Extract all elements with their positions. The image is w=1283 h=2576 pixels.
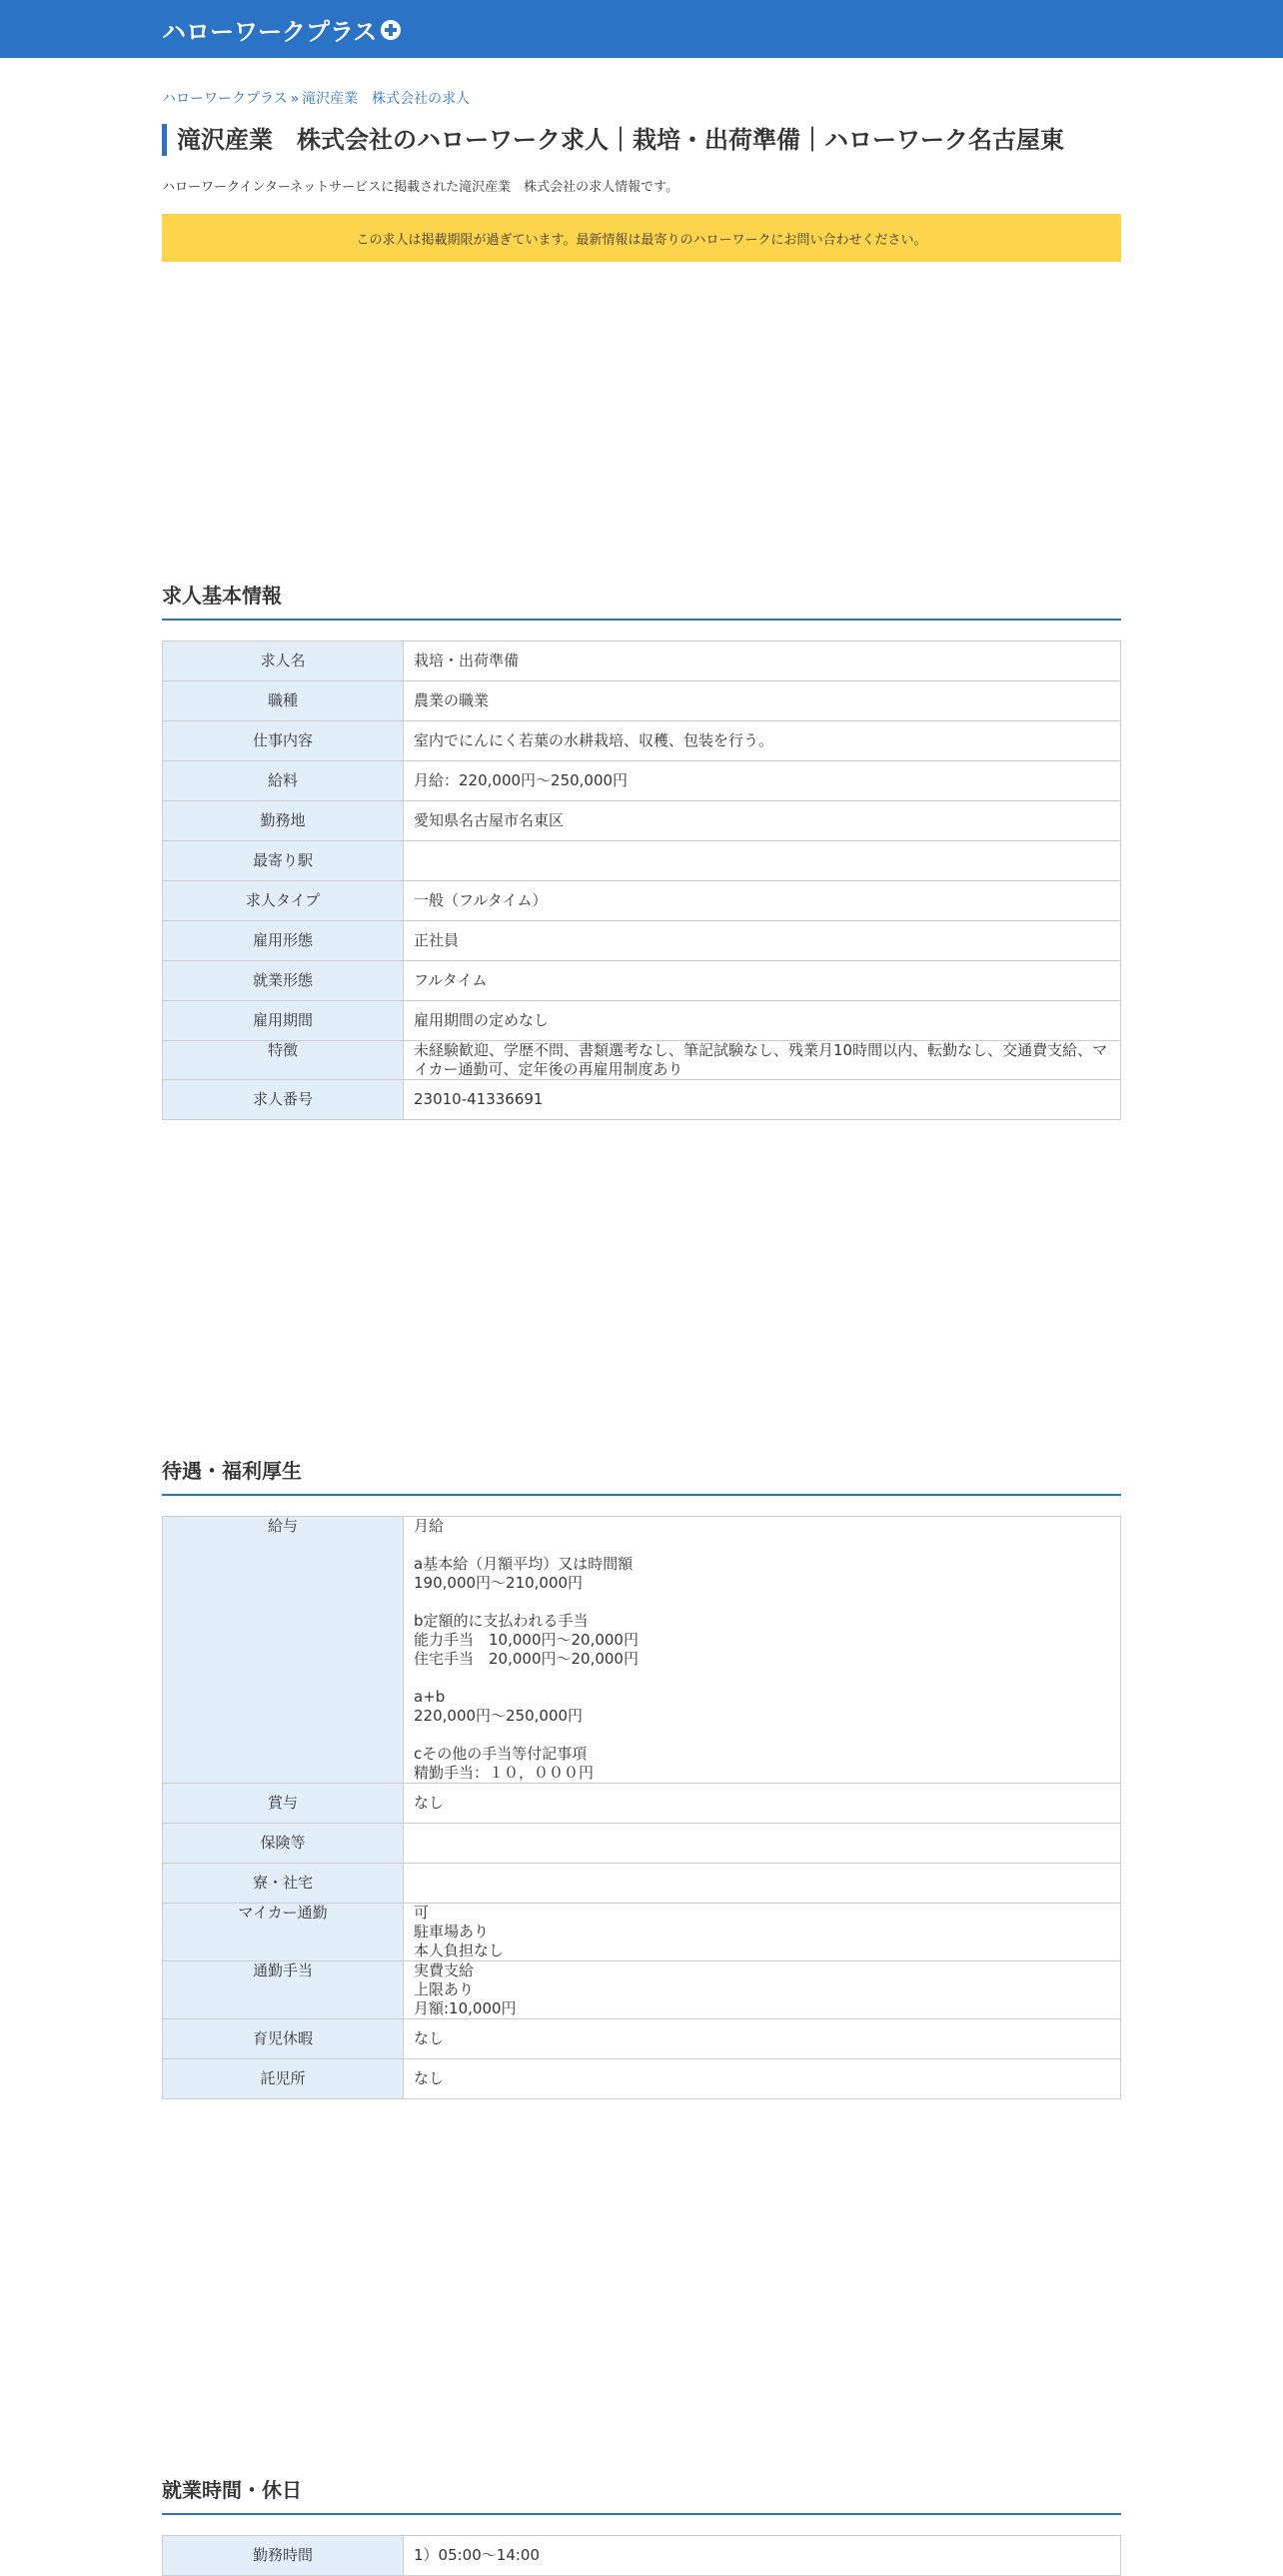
table-row (163, 2059, 1121, 2099)
hours-table (162, 2535, 1121, 2576)
row-value: 愛知県名古屋市名東区 (404, 801, 1121, 841)
row-label: マイカー通勤 (163, 1904, 404, 1961)
row-label: 勤務地 (163, 801, 404, 841)
row-label: 職種 (163, 681, 404, 721)
row-label: 雇用形態 (163, 921, 404, 961)
row-label: 就業形態 (163, 961, 404, 1001)
basic-info-title: 求人基本情報 (162, 580, 1121, 621)
row-label: 求人タイプ (163, 881, 404, 921)
row-label: 育児休暇 (163, 2019, 404, 2059)
row-value (404, 1824, 1121, 1864)
table-row (163, 801, 1121, 841)
breadcrumb-separator: » (290, 91, 300, 107)
row-label: 求人番号 (163, 1080, 404, 1120)
row-value: 栽培・出荷準備 (404, 642, 1121, 681)
basic-info-section (162, 580, 1121, 1120)
table-row (163, 921, 1121, 961)
row-value: 1）05:00～14:00 (404, 2536, 1121, 2576)
row-value: 未経験歓迎、学歴不問、書類選考なし、筆記試験なし、残業月10時間以内、転勤なし、交通費支給、マイカー通勤可、定年後の再雇用制度あり (404, 1041, 1121, 1080)
table-row (163, 1784, 1121, 1824)
row-label: 仕事内容 (163, 721, 404, 761)
row-value (404, 1864, 1121, 1904)
breadcrumb (162, 88, 1121, 108)
table-row (163, 681, 1121, 721)
row-value: 一般（フルタイム） (404, 881, 1121, 921)
row-value: 雇用期間の定めなし (404, 1001, 1121, 1041)
row-value: なし (404, 1784, 1121, 1824)
table-row (163, 881, 1121, 921)
page-title: 滝沢産業 株式会社のハローワーク求人｜栽培・出荷準備｜ハローワーク名古屋東 (162, 124, 1136, 156)
table-row (163, 761, 1121, 801)
row-value: フルタイム (404, 961, 1121, 1001)
table-row (163, 1864, 1121, 1904)
row-value: 室内でにんにく若葉の水耕栽培、収穫、包装を行う。 (404, 721, 1121, 761)
row-value: なし (404, 2059, 1121, 2099)
row-value: 実費支給 上限あり 月額:10,000円 (404, 1961, 1121, 2019)
table-row (163, 2019, 1121, 2059)
welfare-section (162, 1455, 1121, 2099)
table-row (163, 1080, 1121, 1120)
row-value: 月給 a基本給（月額平均）又は時間額 190,000円～210,000円 b定額的に支払われる手当 能力手当 10,000円～20,000円 住宅手当 20,000円～20,000円 a+b 220,000円～250,000円 cその他の手当等付記事項 精勤手当：１０，０００円 (404, 1517, 1121, 1784)
welfare-table (162, 1516, 1121, 2099)
row-label: 保険等 (163, 1824, 404, 1864)
row-value: 可 駐車場あり 本人負担なし (404, 1904, 1121, 1961)
row-value: 月給：220,000円～250,000円 (404, 761, 1121, 801)
row-label: 最寄り駅 (163, 841, 404, 881)
row-label: 雇用期間 (163, 1001, 404, 1041)
row-label: 勤務時間 (163, 2536, 404, 2576)
table-row (163, 1517, 1121, 1784)
row-label: 賞与 (163, 1784, 404, 1824)
row-label: 寮・社宅 (163, 1864, 404, 1904)
expired-notice (162, 214, 1121, 262)
row-value: なし (404, 2019, 1121, 2059)
table-row (163, 1961, 1121, 2019)
table-row (163, 2536, 1121, 2576)
row-label: 給料 (163, 761, 404, 801)
logo-text: ハローワークプラス (162, 18, 378, 46)
table-row (163, 1824, 1121, 1864)
breadcrumb-company-link[interactable]: 滝沢産業 株式会社の求人 (302, 91, 471, 107)
row-label: 通勤手当 (163, 1961, 404, 2019)
basic-info-table (162, 641, 1121, 1120)
expired-notice-text: この求人は掲載期限が過ぎています。最新情報は最寄りのハローワークにお問い合わせください。 (356, 232, 927, 248)
row-value (404, 841, 1121, 881)
row-label: 求人名 (163, 642, 404, 681)
row-label: 託児所 (163, 2059, 404, 2099)
welfare-title: 待遇・福利厚生 (162, 1455, 1121, 1496)
table-row (163, 1904, 1121, 1961)
row-label: 給与 (163, 1517, 404, 1784)
row-label: 特徴 (163, 1041, 404, 1080)
plus-circle-icon (380, 19, 402, 41)
breadcrumb-home-link[interactable]: ハローワークプラス (162, 91, 288, 107)
table-row (163, 841, 1121, 881)
table-row (163, 642, 1121, 681)
site-logo[interactable] (162, 12, 402, 47)
table-row (163, 721, 1121, 761)
page-intro: ハローワークインターネットサービスに掲載された滝沢産業 株式会社の求人情報です。 (162, 180, 679, 195)
row-value: 23010-41336691 (404, 1080, 1121, 1120)
table-row (163, 961, 1121, 1001)
hours-title: 就業時間・休日 (162, 2474, 1121, 2515)
site-header (0, 0, 1283, 58)
row-value: 農業の職業 (404, 681, 1121, 721)
row-value: 正社員 (404, 921, 1121, 961)
table-row (163, 1041, 1121, 1080)
hours-section (162, 2474, 1121, 2576)
table-row (163, 1001, 1121, 1041)
